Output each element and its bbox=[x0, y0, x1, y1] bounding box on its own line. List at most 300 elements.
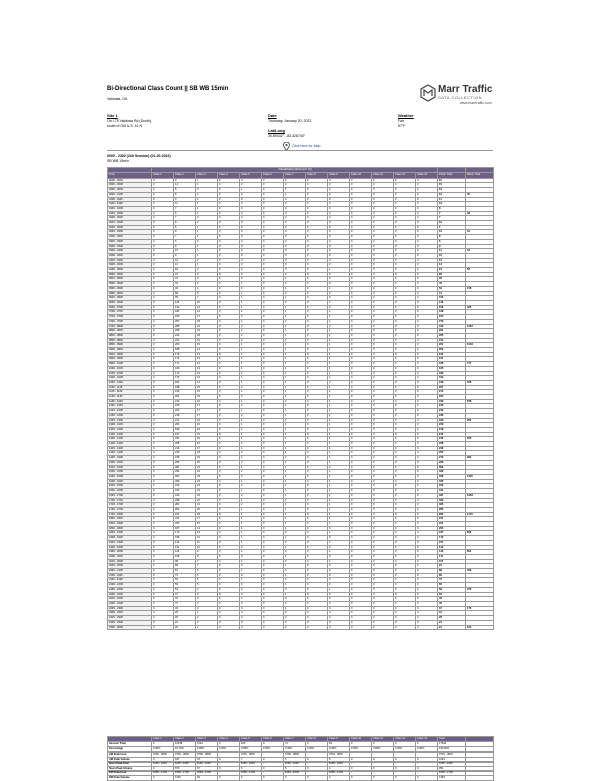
count-cell: 0 bbox=[152, 268, 174, 273]
pm-cell: 1600 - 1700 bbox=[196, 771, 218, 776]
count-cell: 203 bbox=[174, 522, 196, 527]
count-cell: 0 bbox=[152, 235, 174, 240]
count-cell: 0 bbox=[416, 268, 438, 273]
count-cell: 0 bbox=[262, 512, 284, 517]
count-cell: 7 bbox=[438, 225, 466, 230]
count-cell: 1 bbox=[284, 545, 306, 550]
count-cell: 98 bbox=[174, 559, 196, 564]
time-cell: 1600 - 1615 bbox=[108, 479, 152, 484]
count-cell: 0 bbox=[350, 333, 372, 338]
count-cell: 0 bbox=[196, 216, 218, 221]
count-cell: 176 bbox=[174, 376, 196, 381]
pm-cell: 0 bbox=[306, 776, 328, 781]
count-cell: 0 bbox=[372, 569, 394, 574]
time-cell: 2130 - 2145 bbox=[108, 583, 152, 588]
count-cell: 0 bbox=[328, 277, 350, 282]
count-cell: 26 bbox=[438, 272, 466, 277]
column-header: Class 9 bbox=[328, 172, 350, 178]
time-cell: 0645 - 0700 bbox=[108, 305, 152, 310]
count-cell: 0 bbox=[240, 545, 262, 550]
count-cell: 0 bbox=[416, 258, 438, 263]
count-cell: 0 bbox=[416, 305, 438, 310]
count-cell: 1 bbox=[328, 587, 350, 592]
count-cell: 5 bbox=[196, 578, 218, 583]
count-cell: 0 bbox=[372, 211, 394, 216]
count-cell: 0 bbox=[262, 456, 284, 461]
pm-cell: - bbox=[372, 771, 394, 776]
count-cell: 10 bbox=[438, 230, 466, 235]
count-cell: 2 bbox=[196, 258, 218, 263]
count-cell: 0 bbox=[262, 343, 284, 348]
count-cell: 1 bbox=[328, 418, 350, 423]
count-cell: 0 bbox=[218, 338, 240, 343]
count-cell: 198 bbox=[438, 310, 466, 315]
count-cell: 0 bbox=[350, 338, 372, 343]
count-cell: 0 bbox=[416, 206, 438, 211]
time-cell: 1545 - 1600 bbox=[108, 475, 152, 480]
count-cell: 0 bbox=[416, 357, 438, 362]
count-cell: 0 bbox=[262, 526, 284, 531]
count-cell: 0 bbox=[350, 451, 372, 456]
count-cell: 52 bbox=[438, 592, 466, 597]
count-cell: 0 bbox=[152, 446, 174, 451]
count-cell: 0 bbox=[416, 197, 438, 202]
count-cell: 0 bbox=[218, 291, 240, 296]
count-cell: 1 bbox=[328, 442, 350, 447]
count-cell: 73 bbox=[174, 573, 196, 578]
totals-cell: 0 bbox=[416, 742, 438, 747]
totals-cell: 1224 bbox=[196, 742, 218, 747]
count-cell: 0 bbox=[152, 437, 174, 442]
count-cell: 1 bbox=[284, 404, 306, 409]
count-cell: 0 bbox=[372, 206, 394, 211]
count-cell: 0 bbox=[416, 202, 438, 207]
count-cell: 0 bbox=[306, 305, 328, 310]
count-cell: 1245 bbox=[466, 475, 494, 480]
count-cell: 1 bbox=[284, 564, 306, 569]
count-cell: 0 bbox=[152, 183, 174, 188]
time-cell: 0915 - 0930 bbox=[108, 352, 152, 357]
count-cell: 312 bbox=[438, 324, 466, 329]
count-cell: 0 bbox=[218, 211, 240, 216]
pm-cell: 0 bbox=[394, 776, 416, 781]
count-cell: 1 bbox=[284, 489, 306, 494]
count-cell: 0 bbox=[152, 305, 174, 310]
count-cell: 0 bbox=[394, 578, 416, 583]
column-header: Time bbox=[108, 172, 152, 178]
count-cell: 0 bbox=[152, 324, 174, 329]
count-cell: 2 bbox=[240, 315, 262, 320]
count-cell: 0 bbox=[262, 395, 284, 400]
time-cell: 2330 - 2345 bbox=[108, 620, 152, 625]
count-cell: 21 bbox=[196, 465, 218, 470]
time-cell: 0200 - 0215 bbox=[108, 216, 152, 221]
count-cell: 0 bbox=[416, 437, 438, 442]
count-cell: 0 bbox=[218, 526, 240, 531]
count-cell: 223 bbox=[174, 315, 196, 320]
count-cell: 0 bbox=[152, 597, 174, 602]
count-cell: 0 bbox=[218, 192, 240, 197]
count-cell: 1 bbox=[240, 536, 262, 541]
map-link[interactable]: Click here for Map bbox=[292, 144, 321, 148]
count-cell: 18 bbox=[196, 451, 218, 456]
count-cell: 0 bbox=[306, 230, 328, 235]
count-cell: 0 bbox=[372, 540, 394, 545]
count-cell: 0 bbox=[394, 211, 416, 216]
count-cell: 0 bbox=[350, 216, 372, 221]
count-cell: 22 bbox=[196, 470, 218, 475]
count-cell: 119 bbox=[174, 550, 196, 555]
count-cell: 0 bbox=[350, 324, 372, 329]
count-cell: 0 bbox=[218, 531, 240, 536]
count-cell: 0 bbox=[416, 263, 438, 268]
count-cell: 204 bbox=[174, 423, 196, 428]
count-cell: 14 bbox=[174, 183, 196, 188]
count-cell: 1 bbox=[328, 343, 350, 348]
count-cell: 0 bbox=[394, 583, 416, 588]
count-cell: 0 bbox=[394, 286, 416, 291]
count-cell: 0 bbox=[218, 343, 240, 348]
count-cell: 0 bbox=[372, 583, 394, 588]
count-cell: 0 bbox=[372, 564, 394, 569]
count-cell: 0 bbox=[262, 362, 284, 367]
count-cell: 0 bbox=[152, 442, 174, 447]
count-cell: 0 bbox=[306, 221, 328, 226]
time-cell: 1615 - 1630 bbox=[108, 484, 152, 489]
time-cell: 2115 - 2130 bbox=[108, 578, 152, 583]
count-cell: 1 bbox=[240, 300, 262, 305]
count-cell: 223 bbox=[438, 423, 466, 428]
count-cell: 0 bbox=[152, 395, 174, 400]
count-cell: 0 bbox=[416, 597, 438, 602]
count-cell: 0 bbox=[416, 352, 438, 357]
count-cell: 0 bbox=[372, 188, 394, 193]
count-cell: 0 bbox=[394, 404, 416, 409]
count-cell: 0 bbox=[218, 569, 240, 574]
count-cell: 0 bbox=[350, 470, 372, 475]
count-cell: 0 bbox=[306, 263, 328, 268]
time-cell: 1030 - 1045 bbox=[108, 376, 152, 381]
pm-cell: - bbox=[416, 771, 438, 776]
count-cell: 0 bbox=[372, 333, 394, 338]
count-cell: 0 bbox=[328, 282, 350, 287]
count-cell: 0 bbox=[152, 202, 174, 207]
count-cell: 0 bbox=[152, 526, 174, 531]
count-cell: 0 bbox=[284, 272, 306, 277]
count-cell: 0 bbox=[218, 249, 240, 254]
count-cell: 0 bbox=[218, 503, 240, 508]
count-cell: 104 bbox=[466, 625, 494, 630]
count-cell: 0 bbox=[152, 512, 174, 517]
time-cell: 2100 - 2115 bbox=[108, 573, 152, 578]
totals-cell: 71 bbox=[284, 742, 306, 747]
count-cell: 0 bbox=[306, 272, 328, 277]
count-cell: 1 bbox=[240, 399, 262, 404]
count-cell: 0 bbox=[394, 470, 416, 475]
count-cell: 0 bbox=[394, 315, 416, 320]
totals-header-cell: Class 9 bbox=[328, 737, 350, 742]
count-cell: 1 bbox=[328, 489, 350, 494]
count-cell: 0 bbox=[240, 249, 262, 254]
pm-cell: 0 bbox=[152, 776, 174, 781]
count-cell: 189 bbox=[438, 371, 466, 376]
count-cell: 0 bbox=[284, 601, 306, 606]
count-cell: 7 bbox=[196, 564, 218, 569]
count-cell: 0 bbox=[350, 432, 372, 437]
count-cell: 0 bbox=[152, 578, 174, 583]
count-cell: 0 bbox=[372, 475, 394, 480]
noon-cell: 951 bbox=[438, 767, 466, 772]
totals-row bbox=[108, 747, 494, 752]
am-cell: 7 bbox=[240, 758, 262, 763]
time-cell: 1430 - 1445 bbox=[108, 451, 152, 456]
count-cell: 0 bbox=[306, 625, 328, 630]
count-cell: 35 bbox=[438, 277, 466, 282]
group-header: Classification (Scheme F 13) bbox=[152, 168, 438, 173]
count-cell: 0 bbox=[306, 329, 328, 334]
count-cell: 0 bbox=[306, 620, 328, 625]
count-cell: 1 bbox=[328, 507, 350, 512]
count-cell: 1 bbox=[284, 357, 306, 362]
count-cell: 2 bbox=[196, 272, 218, 277]
count-cell: 0 bbox=[218, 399, 240, 404]
count-cell: 0 bbox=[262, 475, 284, 480]
count-cell: 0 bbox=[328, 564, 350, 569]
count-cell: 0 bbox=[240, 258, 262, 263]
count-cell: 0 bbox=[350, 282, 372, 287]
count-cell: 2 bbox=[284, 319, 306, 324]
count-cell: 0 bbox=[350, 475, 372, 480]
count-cell: 233 bbox=[174, 451, 196, 456]
count-cell: 2 bbox=[284, 399, 306, 404]
count-cell: 0 bbox=[416, 592, 438, 597]
count-cell: 213 bbox=[174, 399, 196, 404]
count-cell: 0 bbox=[416, 188, 438, 193]
totals-cell: 0 bbox=[262, 742, 284, 747]
time-cell: 1330 - 1345 bbox=[108, 432, 152, 437]
count-cell: 0 bbox=[372, 258, 394, 263]
count-cell: 0 bbox=[394, 606, 416, 611]
count-cell: 0 bbox=[394, 446, 416, 451]
count-cell: 0 bbox=[262, 253, 284, 258]
count-cell: 0 bbox=[372, 395, 394, 400]
count-cell: 0 bbox=[218, 395, 240, 400]
count-cell: 0 bbox=[306, 258, 328, 263]
count-cell: 268 bbox=[174, 329, 196, 334]
count-cell: 0 bbox=[306, 253, 328, 258]
count-cell: 1 bbox=[196, 253, 218, 258]
count-cell: 1 bbox=[240, 578, 262, 583]
count-cell: 0 bbox=[218, 258, 240, 263]
count-cell: 0 bbox=[328, 611, 350, 616]
count-cell: 0 bbox=[284, 211, 306, 216]
count-cell: 0 bbox=[218, 611, 240, 616]
count-cell: 0 bbox=[152, 343, 174, 348]
count-cell: 0 bbox=[416, 442, 438, 447]
count-cell: 0 bbox=[218, 380, 240, 385]
count-cell: 0 bbox=[394, 188, 416, 193]
noon-cell: 1145 - 1245 bbox=[152, 762, 174, 767]
count-cell: 0 bbox=[284, 550, 306, 555]
count-cell: 0 bbox=[416, 413, 438, 418]
count-cell: 0 bbox=[394, 517, 416, 522]
count-cell: 0 bbox=[152, 451, 174, 456]
count-cell: 0 bbox=[394, 620, 416, 625]
count-cell: 0 bbox=[416, 249, 438, 254]
time-cell: 1630 - 1645 bbox=[108, 489, 152, 494]
time-cell: 1115 - 1130 bbox=[108, 390, 152, 395]
count-cell: 0 bbox=[350, 319, 372, 324]
count-cell: 7 bbox=[174, 216, 196, 221]
count-cell: 72 bbox=[438, 578, 466, 583]
time-cell: 2215 - 2230 bbox=[108, 597, 152, 602]
count-cell: 0 bbox=[218, 498, 240, 503]
count-cell: 0 bbox=[262, 470, 284, 475]
count-cell: 0 bbox=[394, 291, 416, 296]
noon-cell: 6 bbox=[240, 767, 262, 772]
count-cell: 0 bbox=[372, 465, 394, 470]
count-cell: 0 bbox=[328, 296, 350, 301]
count-cell: 0 bbox=[152, 286, 174, 291]
count-cell: 0 bbox=[372, 601, 394, 606]
count-cell: 0 bbox=[240, 620, 262, 625]
count-cell: 2 bbox=[240, 324, 262, 329]
count-cell: 0 bbox=[152, 296, 174, 301]
noon-cell: - bbox=[306, 762, 328, 767]
count-cell: 1 bbox=[240, 550, 262, 555]
count-cell: 9 bbox=[174, 253, 196, 258]
count-cell: 0 bbox=[394, 362, 416, 367]
count-cell: 0 bbox=[372, 559, 394, 564]
noon-cell: 1130 - 1230 bbox=[284, 762, 306, 767]
count-cell: 0 bbox=[262, 564, 284, 569]
count-cell: 0 bbox=[394, 451, 416, 456]
time-cell: 1845 - 1900 bbox=[108, 531, 152, 536]
count-cell: 1 bbox=[240, 310, 262, 315]
count-cell: 15 bbox=[196, 385, 218, 390]
count-cell: 409 bbox=[466, 569, 494, 574]
count-cell: 0 bbox=[350, 376, 372, 381]
count-cell: 233 bbox=[438, 399, 466, 404]
totals-cell bbox=[466, 747, 494, 752]
count-cell: 0 bbox=[372, 554, 394, 559]
noon-cell: 0 bbox=[218, 767, 240, 772]
count-cell: 0 bbox=[306, 310, 328, 315]
count-cell: 0 bbox=[152, 310, 174, 315]
count-cell: 1 bbox=[328, 423, 350, 428]
am-cell: 0715 - 0815 bbox=[328, 753, 350, 758]
count-cell: 0 bbox=[372, 230, 394, 235]
count-cell: 0 bbox=[152, 188, 174, 193]
count-cell: 1 bbox=[240, 531, 262, 536]
count-cell: 1 bbox=[328, 484, 350, 489]
table-body bbox=[108, 178, 494, 630]
count-cell: 0 bbox=[218, 465, 240, 470]
count-cell: 1 bbox=[284, 432, 306, 437]
count-cell: 0 bbox=[394, 235, 416, 240]
count-cell: 0 bbox=[416, 319, 438, 324]
count-cell: 0 bbox=[262, 432, 284, 437]
column-header: Class 11 bbox=[372, 172, 394, 178]
count-cell: 1 bbox=[240, 333, 262, 338]
time-cell: 2030 - 2045 bbox=[108, 564, 152, 569]
time-cell: 2000 - 2015 bbox=[108, 554, 152, 559]
time-cell: 1230 - 1245 bbox=[108, 413, 152, 418]
time-cell: 0615 - 0630 bbox=[108, 296, 152, 301]
count-cell: 0 bbox=[416, 564, 438, 569]
count-cell: 0 bbox=[416, 404, 438, 409]
count-cell: 0 bbox=[394, 427, 416, 432]
count-cell: 0 bbox=[306, 343, 328, 348]
count-cell: 0 bbox=[416, 315, 438, 320]
company-website[interactable]: www.marrtraffic.com bbox=[460, 101, 492, 105]
count-cell: 0 bbox=[416, 272, 438, 277]
count-cell: 0 bbox=[372, 545, 394, 550]
count-cell: 0 bbox=[394, 277, 416, 282]
count-cell: 0 bbox=[262, 263, 284, 268]
count-cell: 0 bbox=[394, 300, 416, 305]
count-cell: 0 bbox=[152, 625, 174, 630]
count-cell: 0 bbox=[394, 282, 416, 287]
time-cell: 1645 - 1700 bbox=[108, 493, 152, 498]
count-cell: 0 bbox=[394, 432, 416, 437]
count-cell: 21 bbox=[196, 503, 218, 508]
count-cell: 0 bbox=[394, 202, 416, 207]
noon-cell: - bbox=[394, 762, 416, 767]
count-cell: 0 bbox=[306, 183, 328, 188]
count-cell: 0 bbox=[218, 348, 240, 353]
site-line-1: On I-75 Valdosta Rd (South), bbox=[107, 119, 152, 123]
count-cell: 2 bbox=[240, 329, 262, 334]
count-cell: 0 bbox=[152, 460, 174, 465]
count-cell: 0 bbox=[372, 578, 394, 583]
count-cell: 1 bbox=[284, 554, 306, 559]
count-cell: 0 bbox=[152, 531, 174, 536]
count-cell: 0 bbox=[306, 470, 328, 475]
count-cell: 0 bbox=[372, 371, 394, 376]
count-cell: 0 bbox=[416, 517, 438, 522]
count-cell: 0 bbox=[328, 606, 350, 611]
count-cell: 0 bbox=[416, 253, 438, 258]
noon-cell: 0 bbox=[306, 767, 328, 772]
count-cell: 0 bbox=[262, 188, 284, 193]
count-cell: 0 bbox=[262, 559, 284, 564]
count-cell: 0 bbox=[218, 512, 240, 517]
count-cell: 1 bbox=[328, 371, 350, 376]
count-cell: 0 bbox=[372, 522, 394, 527]
count-cell: 0 bbox=[152, 404, 174, 409]
count-cell: 17 bbox=[196, 315, 218, 320]
totals-cell: 0.40% bbox=[284, 747, 306, 752]
count-cell: 1 bbox=[196, 244, 218, 249]
count-cell: 0 bbox=[372, 310, 394, 315]
count-cell: 0 bbox=[416, 348, 438, 353]
count-cell: 0 bbox=[394, 183, 416, 188]
count-cell: 0 bbox=[372, 197, 394, 202]
count-cell: 0 bbox=[284, 258, 306, 263]
count-cell: 0 bbox=[350, 272, 372, 277]
count-cell: 0 bbox=[262, 348, 284, 353]
count-cell: 0 bbox=[416, 475, 438, 480]
count-cell: 0 bbox=[306, 268, 328, 273]
count-cell: 0 bbox=[262, 587, 284, 592]
count-cell: 0 bbox=[394, 479, 416, 484]
count-cell: 0 bbox=[416, 409, 438, 414]
count-cell: 0 bbox=[416, 211, 438, 216]
count-cell: 0 bbox=[152, 550, 174, 555]
count-cell: 0 bbox=[262, 277, 284, 282]
date-value: Thursday, January 20, 2022 bbox=[268, 119, 312, 123]
